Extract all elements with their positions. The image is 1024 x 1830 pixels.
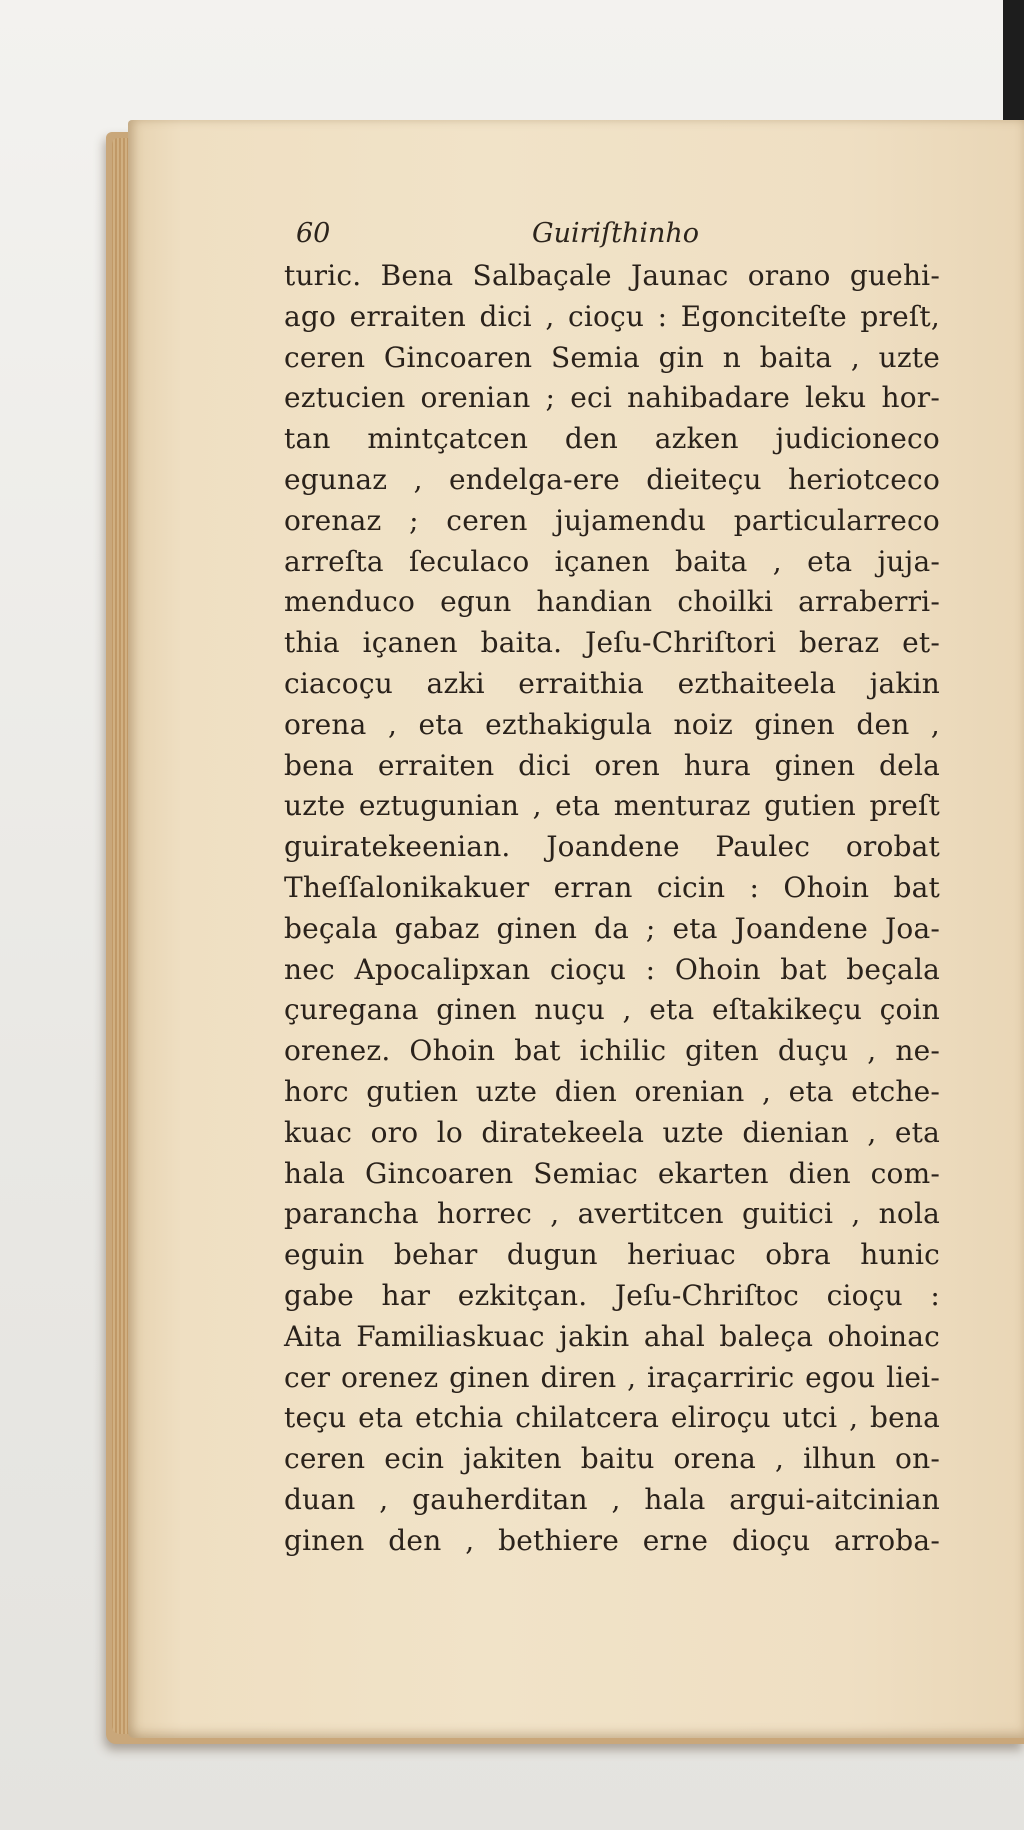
text-line: arreſta ſeculaco içanen baita , eta juja- (284, 544, 940, 578)
text-line: menduco egun handian choilki arraberri- (284, 585, 940, 619)
text-line: gabe har ezkitçan. Jeſu-Chriſtoc cioçu : (284, 1278, 940, 1312)
body-text (284, 256, 940, 1562)
text-line: çuregana ginen nuçu , eta eſtakikeçu çoin (284, 993, 940, 1027)
text-line: eztucien orenian ; eci nahibadare leku hor- (284, 381, 940, 415)
text-line: egunaz , endelga-ere dieiteçu heriotceco (284, 462, 940, 496)
text-line: ginen den , bethiere erne dioçu arroba- (284, 1523, 940, 1557)
text-line: kuac oro lo diratekeela uzte dienian , eta (284, 1115, 940, 1149)
text-line: bena erraiten dici oren hura ginen dela (284, 748, 940, 782)
text-line: ceren ecin jakiten baitu orena , ilhun on- (284, 1442, 940, 1476)
text-line: horc gutien uzte dien orenian , eta etche- (284, 1074, 940, 1108)
page-header (296, 218, 816, 258)
text-line: orenaz ; ceren jujamendu particularreco (284, 503, 940, 537)
text-line: ceren Gincoaren Semia gin n baita , uzte (284, 340, 940, 374)
text-line: nec Apocalipxan cioçu : Ohoin bat beçala (284, 952, 940, 986)
text-line: turic. Bena Salbaçale Jaunac orano guehi- (284, 259, 940, 292)
text-line: uzte eztugunian , eta menturaz gutien preſt (284, 789, 940, 823)
text-line: tan mintçatcen den azken judicioneco (284, 422, 940, 456)
text-line: cer orenez ginen diren , iraçarriric egou liei- (284, 1360, 940, 1394)
text-line: orenez. Ohoin bat ichilic giten duçu , ne- (284, 1034, 940, 1068)
text-line: hala Gincoaren Semiac ekarten dien com- (284, 1156, 940, 1190)
running-title: Guiriſthinho (532, 218, 700, 249)
text-line: orena , eta ezthakigula noiz ginen den , (284, 707, 940, 741)
text-line: ago erraiten dici , cioçu : Egonciteſte preſt, (284, 299, 940, 333)
page-number: 60 (296, 218, 331, 249)
text-line: beçala gabaz ginen da ; eta Joandene Joa- (284, 911, 940, 945)
text-line: teçu eta etchia chilatcera eliroçu utci , bena (284, 1401, 940, 1435)
text-line: guiratekeenian. Joandene Paulec orobat (284, 830, 940, 864)
scanner-edge (1003, 0, 1024, 130)
text-line: parancha horrec , avertitcen guitici , nola (284, 1197, 940, 1231)
text-line: ciacoçu azki erraithia ezthaiteela jakin (284, 666, 940, 700)
text-line: thia içanen baita. Jeſu-Chriſtori beraz et- (284, 626, 940, 660)
text-line: Aita Familiaskuac jakin ahal baleça ohoinac (284, 1319, 940, 1353)
text-line: duan , gauherditan , hala argui-aitcinian (284, 1482, 940, 1516)
text-line: eguin behar dugun heriuac obra hunic (284, 1238, 940, 1272)
text-line: Theſſalonikakuer erran cicin : Ohoin bat (284, 870, 940, 904)
